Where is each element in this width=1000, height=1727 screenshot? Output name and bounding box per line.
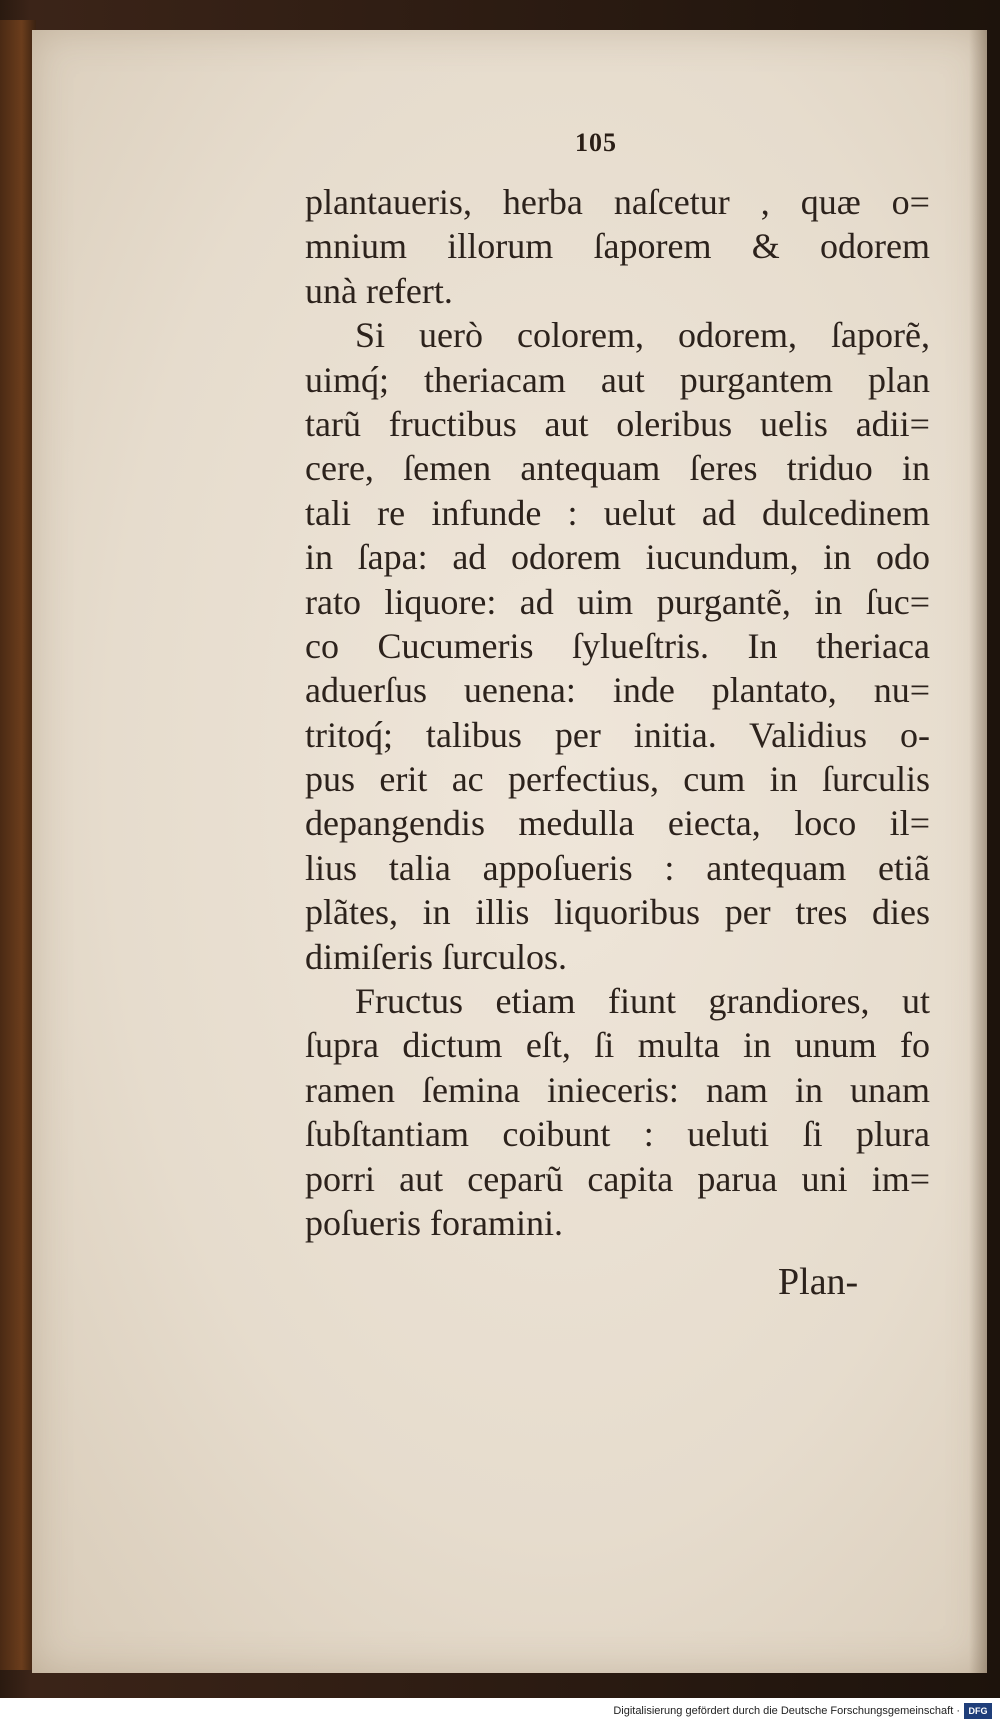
text-line: in ſapa: ad odorem iucundum, in odo [305,537,930,578]
text-line: aduerſus uenena: inde plantato, nu= [305,670,930,711]
text-line: poſueris foramini. [305,1202,563,1243]
text-line: co Cucumeris ſylueſtris. In theriaca [305,625,930,666]
text-line: porri aut ceparũ capita parua uni im= [305,1158,930,1199]
text-line: Fructus etiam fiunt grandiores, ut [355,981,930,1022]
dfg-logo: DFG [964,1703,992,1719]
funding-credit: Digitalisierung gefördert durch die Deutsche Forschungsgemeinschaft · [613,1705,960,1717]
text-line: ſubſtantiam coibunt : ueluti ſi plura [305,1114,930,1155]
text-line: dimiſeris ſurculos. [305,936,567,977]
text-line: unà refert. [305,270,453,311]
text-line: plãtes, in illis liquoribus per tres dies [305,892,930,933]
text-line: tritoq́; talibus per initia. Validius o- [305,714,930,755]
text-line: ſupra dictum eſt, ſi multa in unum fo [305,1025,930,1066]
page-edge-shadow [969,30,987,1673]
text-line: ramen ſemina inieceris: nam in unam [305,1069,930,1110]
text-line: tarũ fructibus aut oleribus uelis adii= [305,403,930,444]
text-line: tali re infunde : uelut ad dulcedinem [305,492,930,533]
text-line: lius talia appoſueris : antequam etiã [305,847,930,888]
text-line: cere, ſemen antequam ſeres triduo in [305,448,930,489]
text-line: plantaueris, herba naſcetur , quæ o= [305,182,930,222]
page-number: 105 [575,128,617,157]
book-spine-edge [0,20,36,1670]
text-line: pus erit ac perfectius, cum in ſurculis [305,759,930,800]
catchword: Plan- [778,1261,859,1303]
text-line: depangendis medulla eiecta, loco il= [305,803,930,844]
text-line: Si uerò colorem, odorem, ſaporẽ, [355,315,930,356]
page-text [305,180,930,1245]
text-line: rato liquore: ad uim purgantẽ, in ſuc= [305,581,930,622]
text-line: mnium illorum ſaporem & odorem [305,226,930,267]
text-line: uimq́; theriacam aut purgantem plan [305,359,930,400]
